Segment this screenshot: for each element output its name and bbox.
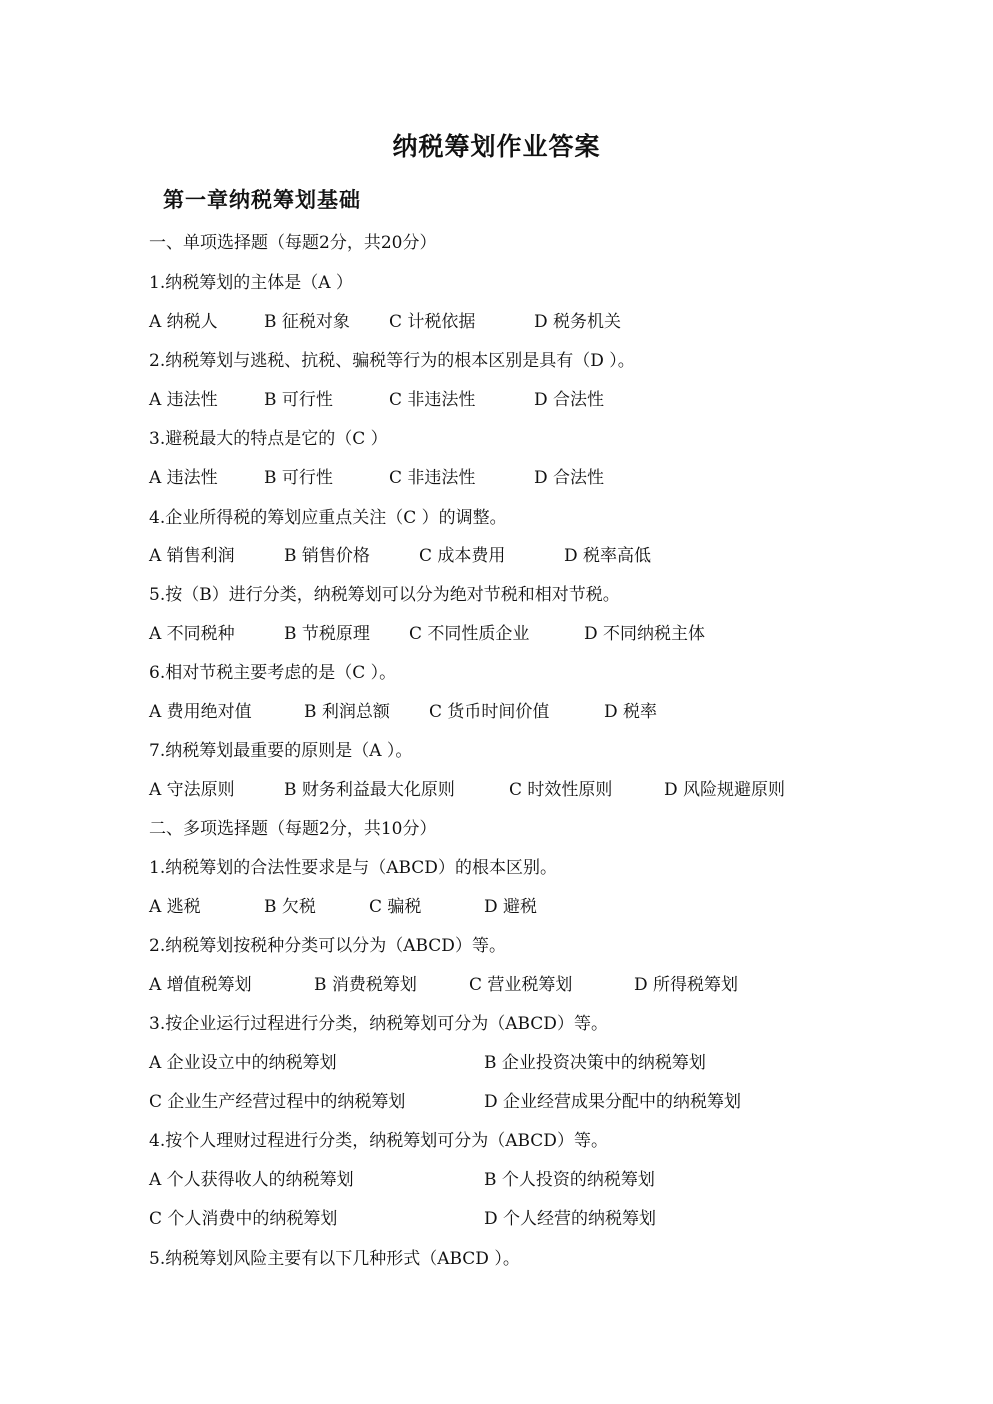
question-single-3: 3.避税最大的特点是它的（C ） — [149, 429, 388, 449]
option-b: B 企业投资决策中的纳税筹划 — [484, 1053, 706, 1073]
option-b: B 销售价格 — [284, 546, 370, 566]
option-b: B 利润总额 — [304, 702, 390, 722]
option-a: A 费用绝对值 — [149, 702, 252, 722]
question-single-4: 4.企业所得税的筹划应重点关注（C ）的调整。 — [149, 508, 507, 528]
option-a: A 企业设立中的纳税筹划 — [149, 1053, 337, 1073]
option-a: A 违法性 — [149, 390, 218, 410]
option-d: D 个人经营的纳税筹划 — [484, 1209, 657, 1229]
page-title: 纳税筹划作业答案 — [392, 132, 601, 161]
option-a: A 守法原则 — [149, 780, 235, 800]
option-a: A 个人获得收人的纳税筹划 — [149, 1170, 354, 1190]
option-c: C 企业生产经营过程中的纳税筹划 — [149, 1092, 406, 1112]
option-a: A 纳税人 — [149, 312, 218, 332]
option-b: B 欠税 — [264, 897, 316, 917]
chapter-heading: 第一章纳税筹划基础 — [163, 187, 361, 212]
option-d: D 合法性 — [534, 468, 605, 488]
question-multi-3: 3.按企业运行过程进行分类，纳税筹划可分为（ABCD）等。 — [149, 1014, 608, 1034]
question-multi-4: 4.按个人理财过程进行分类，纳税筹划可分为（ABCD）等。 — [149, 1131, 608, 1151]
question-single-5: 5.按（B）进行分类，纳税筹划可以分为绝对节税和相对节税。 — [149, 585, 620, 605]
option-c: C 不同性质企业 — [409, 624, 530, 644]
question-multi-5: 5.纳税筹划风险主要有以下几种形式（ABCD ）。 — [149, 1249, 520, 1269]
option-b: B 消费税筹划 — [314, 975, 417, 995]
option-d: D 税率 — [604, 702, 658, 722]
option-b: B 可行性 — [264, 468, 333, 488]
question-single-6: 6.相对节税主要考虑的是（C ）。 — [149, 663, 397, 683]
question-multi-1: 1.纳税筹划的合法性要求是与（ABCD）的根本区别。 — [149, 858, 557, 878]
question-single-1: 1.纳税筹划的主体是（A ） — [149, 273, 353, 293]
option-b: B 个人投资的纳税筹划 — [484, 1170, 655, 1190]
option-c: C 货币时间价值 — [429, 702, 550, 722]
option-d: D 税务机关 — [534, 312, 622, 332]
option-c: C 营业税筹划 — [469, 975, 573, 995]
question-single-7: 7.纳税筹划最重要的原则是（A ）。 — [149, 741, 413, 761]
option-c: C 计税依据 — [389, 312, 476, 332]
option-a: A 销售利润 — [149, 546, 235, 566]
option-d: D 合法性 — [534, 390, 605, 410]
option-c: C 时效性原则 — [509, 780, 613, 800]
option-c: C 个人消费中的纳税筹划 — [149, 1209, 338, 1229]
option-b: B 可行性 — [264, 390, 333, 410]
question-single-2: 2.纳税筹划与逃税、抗税、骗税等行为的根本区别是具有（D ）。 — [149, 351, 635, 371]
section-header-single-choice: 一、单项选择题（每题2分，共20分） — [149, 233, 437, 253]
option-d: D 税率高低 — [564, 546, 652, 566]
option-a: A 不同税种 — [149, 624, 235, 644]
option-c: C 非违法性 — [389, 390, 476, 410]
option-d: D 风险规避原则 — [664, 780, 786, 800]
option-c: C 非违法性 — [389, 468, 476, 488]
option-a: A 逃税 — [149, 897, 201, 917]
option-b: B 征税对象 — [264, 312, 350, 332]
question-multi-2: 2.纳税筹划按税种分类可以分为（ABCD）等。 — [149, 936, 506, 956]
section-header-multi-choice: 二、多项选择题（每题2分，共10分） — [149, 819, 437, 839]
option-d: D 避税 — [484, 897, 538, 917]
option-d: D 企业经营成果分配中的纳税筹划 — [484, 1092, 742, 1112]
option-b: B 财务利益最大化原则 — [284, 780, 455, 800]
option-c: C 骗税 — [369, 897, 422, 917]
option-b: B 节税原理 — [284, 624, 370, 644]
option-d: D 所得税筹划 — [634, 975, 739, 995]
option-c: C 成本费用 — [419, 546, 506, 566]
option-a: A 违法性 — [149, 468, 218, 488]
option-a: A 增值税筹划 — [149, 975, 252, 995]
option-d: D 不同纳税主体 — [584, 624, 706, 644]
